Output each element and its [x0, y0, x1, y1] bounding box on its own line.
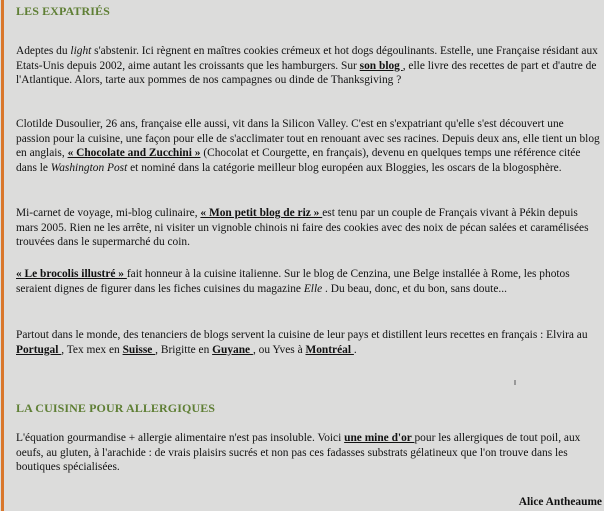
link-mon-petit-blog-de-riz[interactable]: « Mon petit blog de riz » — [200, 207, 323, 219]
section-title-allergies: LA CUISINE POUR ALLERGIQUES — [16, 401, 216, 415]
link-guyane[interactable]: Guyane — [212, 343, 253, 356]
link-montreal[interactable]: Montréal — [305, 343, 354, 356]
paragraph-brocolis: « Le brocolis illustré » fait honneur à la cuisine italienne. Sur le blog de Cenzina, une Belge installée à Rome, les photos seraient dignes de figurer dans les fiches cuisines du magazine Elle . Du beau, donc, et du bon, sans doute... — [16, 268, 570, 295]
author-signature: Alice Antheaume — [518, 496, 602, 508]
link-chocolate-and-zucchini[interactable]: « Chocolate and Zucchini » — [67, 147, 201, 160]
scan-speck — [514, 380, 516, 385]
paragraph-clotilde: Clotilde Dusoulier, 26 ans, française elle aussi, vit dans la Silicon Valley. C'est en s'expatriant qu'elle s'est découvert une passion pour la cuisine, une façon pour elle de s'acclimater tout en renouant avec ses racines. Depuis deux ans, elle tient un blog en anglais, « Chocolate and Zucchini » (Chocolat et Courgette, en français), devenu en quelques temps une référence citée dans le Washington Post et nominé dans la catégorie meilleur blog européen aux Bloggies, les oscars de la blogosphère. — [16, 118, 600, 174]
link-une-mine-dor[interactable]: une mine d'or — [344, 432, 415, 444]
paragraph-allergies: L'équation gourmandise + allergie alimentaire n'est pas insoluble. Voici une mine d'or pour les allergiques de tout poil, aux oeufs, au gluten, à l'arachide : de vrais plaisirs sucrés et non pas ces fadasses substrats gélatineux que l'on trouve dans les boutiques spécialisées. — [16, 432, 581, 474]
link-suisse[interactable]: Suisse — [122, 343, 156, 356]
link-son-blog[interactable]: son blog — [359, 59, 403, 72]
paragraph-petit-blog-de-riz: Mi-carnet de voyage, mi-blog culinaire, « Mon petit blog de riz » est tenu par un couple de Français vivant à Pékin depuis mars 2005. Rien ne les arrête, ni visiter un vignoble chinois ni faire des cookies avec des noix de pécan salées et caramélisées trouvées dans le supermarché du coin. — [16, 207, 589, 249]
section-title-expats: LES EXPATRIÉS — [16, 4, 110, 18]
paragraph-partout: Partout dans le monde, des tenanciers de blogs servent la cuisine de leur pays et distillent leurs recettes en français : Elvira au Portugal , Tex mex en Suisse , Brigitte en Guyane , ou Yves à Montréal . — [16, 329, 588, 356]
accent-bar — [1, 0, 4, 511]
paragraph-estelle: Adeptes du light s'abstenir. Ici règnent en maîtres cookies crémeux et hot dogs dégoulinants. Estelle, une Française résidant aux Etats-Unis depuis 2002, aime autant les croissants que les hamburgers. Sur son blog , elle livre des recettes de part et d'autre de l'Atlantique. Alors, tarte aux pommes de nos campagnes ou dinde de Thanksgiving ? — [16, 45, 598, 87]
link-portugal[interactable]: Portugal — [16, 343, 62, 356]
link-le-brocolis-illustre[interactable]: « Le brocolis illustré » — [16, 268, 127, 280]
